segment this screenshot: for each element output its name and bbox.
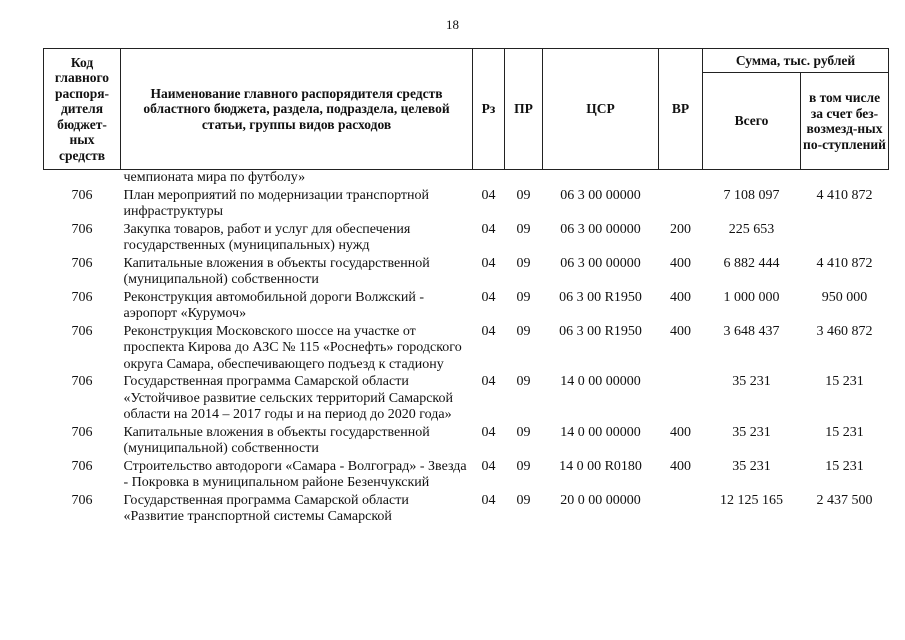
cell-csr: 06 3 00 00000 xyxy=(560,221,641,237)
cell-pr: 09 xyxy=(516,255,531,271)
table-row xyxy=(44,188,889,222)
cell-rz: 04 xyxy=(481,255,496,271)
cell-name: Государственная программа Самарской области «Развитие транспортной системы Самарской xyxy=(123,492,409,524)
cell-vr: 200 xyxy=(670,221,691,237)
cell-name: Капитальные вложения в объекты государственной (муниципальной) собственности xyxy=(123,255,430,287)
cell-code: 706 xyxy=(71,424,93,440)
cell-vr: 400 xyxy=(670,323,691,339)
header-code: Код главного распоря-дителя бюджет-ных средств xyxy=(44,49,121,170)
cell-name: Реконструкция автомобильной дороги Волжский - аэропорт «Курумоч» xyxy=(123,289,424,321)
cell-csr: 06 3 00 00000 xyxy=(560,187,641,203)
cell-vr: 400 xyxy=(670,289,691,305)
cell-rz: 04 xyxy=(481,221,496,237)
cell-pr: 09 xyxy=(516,374,531,389)
table-row xyxy=(44,256,889,290)
cell-vr: 400 xyxy=(670,424,691,440)
table-row xyxy=(44,222,889,256)
cell-extra xyxy=(801,222,889,256)
cell-code: 706 xyxy=(71,492,93,508)
header-rz: Рз xyxy=(473,49,505,170)
cell-rz: 04 xyxy=(481,289,496,305)
cell-extra: 15 231 xyxy=(825,374,864,389)
cell-csr: 20 0 00 00000 xyxy=(560,492,641,508)
cell-pr: 09 xyxy=(516,492,531,508)
cell-extra: 2 437 500 xyxy=(816,492,873,508)
cell-extra: 3 460 872 xyxy=(816,323,873,339)
cell-total: 35 231 xyxy=(732,424,771,440)
cell-pr: 09 xyxy=(516,289,531,305)
cell-total: 7 108 097 xyxy=(723,187,780,203)
cell-total: 225 653 xyxy=(728,221,775,237)
cell-total: 12 125 165 xyxy=(720,492,783,508)
cell-pr xyxy=(505,170,543,188)
cell-total: 6 882 444 xyxy=(723,255,780,271)
cell-extra: 15 231 xyxy=(825,424,864,440)
cell-rz: 04 xyxy=(481,374,496,389)
cell-vr xyxy=(659,374,703,425)
cell-rz: 04 xyxy=(481,187,496,203)
header-sum-group: Сумма, тыс. рублей xyxy=(703,49,889,73)
cell-vr xyxy=(659,170,703,188)
cell-vr: 400 xyxy=(670,255,691,271)
cell-rz: 04 xyxy=(481,458,496,474)
cell-pr: 09 xyxy=(516,458,531,474)
cell-name: Закупка товаров, работ и услуг для обеспечения государственных (муниципальных) нужд xyxy=(123,221,411,253)
cell-vr xyxy=(659,493,703,527)
cell-csr: 14 0 00 00000 xyxy=(560,374,641,389)
cell-name: Государственная программа Самарской области «Устойчивое развитие сельских территорий Самарской области на 2014 – 2017 годы и на период до 2020 года» xyxy=(123,374,454,422)
table-body xyxy=(44,170,889,527)
cell-extra: 950 000 xyxy=(821,289,868,305)
cell-extra xyxy=(801,170,889,188)
cell-csr: 06 3 00 00000 xyxy=(560,255,641,271)
cell-extra: 15 231 xyxy=(825,458,864,474)
header-total: Всего xyxy=(703,73,801,170)
cell-total xyxy=(703,170,801,188)
cell-rz: 04 xyxy=(481,424,496,440)
cell-csr: 06 3 00 R1950 xyxy=(559,289,642,305)
cell-name: Строительство автодороги «Самара - Волгоград» - Звезда - Покровка в муниципальном районе Безенчукский xyxy=(123,458,467,490)
cell-extra: 4 410 872 xyxy=(816,187,873,203)
header-name: Наименование главного распорядителя средств областного бюджета, раздела, подраздела, целевой статьи, группы видов расходов xyxy=(121,49,473,170)
cell-csr: 14 0 00 R0180 xyxy=(559,458,642,474)
cell-pr: 09 xyxy=(516,221,531,237)
cell-code: 706 xyxy=(71,374,93,389)
cell-code: 706 xyxy=(71,323,93,339)
cell-total: 3 648 437 xyxy=(723,323,780,339)
cell-name: чемпионата мира по футболу» xyxy=(123,170,306,185)
header-vr: ВР xyxy=(659,49,703,170)
cell-name: Капитальные вложения в объекты государственной (муниципальной) собственности xyxy=(123,424,430,456)
table-row xyxy=(44,459,889,493)
cell-rz: 04 xyxy=(481,492,496,508)
table-row xyxy=(44,493,889,527)
table-row xyxy=(44,324,889,375)
cell-code xyxy=(44,170,121,188)
header-extra: в том числе за счет без-возмезд-ных по-ступлений xyxy=(801,73,889,170)
cell-total: 35 231 xyxy=(732,458,771,474)
cell-extra: 4 410 872 xyxy=(816,255,873,271)
cell-vr: 400 xyxy=(670,458,691,474)
cell-csr: 14 0 00 00000 xyxy=(560,424,641,440)
cell-csr: 06 3 00 R1950 xyxy=(559,323,642,339)
cell-code: 706 xyxy=(71,221,93,237)
page-number: 18 xyxy=(446,17,459,32)
table-header xyxy=(44,49,889,170)
cell-csr xyxy=(543,170,659,188)
cell-code: 706 xyxy=(71,255,93,271)
cell-pr: 09 xyxy=(516,187,531,203)
cell-rz: 04 xyxy=(481,323,496,339)
table-row xyxy=(44,290,889,324)
cell-rz xyxy=(473,170,505,188)
cell-code: 706 xyxy=(71,458,93,474)
cell-name: Реконструкция Московского шоссе на участке от проспекта Кирова до АЗС № 115 «Роснефть» городского округа Самара, обеспечивающего подъезд к стадиону xyxy=(123,323,462,372)
cell-pr: 09 xyxy=(516,424,531,440)
cell-vr xyxy=(659,188,703,222)
cell-code: 706 xyxy=(71,289,93,305)
cell-total: 1 000 000 xyxy=(723,289,780,305)
cell-pr: 09 xyxy=(516,323,531,339)
cell-code: 706 xyxy=(71,187,93,203)
budget-table xyxy=(43,48,889,527)
header-pr: ПР xyxy=(505,49,543,170)
table-row xyxy=(44,170,889,188)
cell-name: План мероприятий по модернизации транспортной инфраструктуры xyxy=(123,187,430,219)
cell-total: 35 231 xyxy=(732,374,771,389)
table-row xyxy=(44,425,889,459)
header-csr: ЦСР xyxy=(543,49,659,170)
table-row xyxy=(44,374,889,425)
